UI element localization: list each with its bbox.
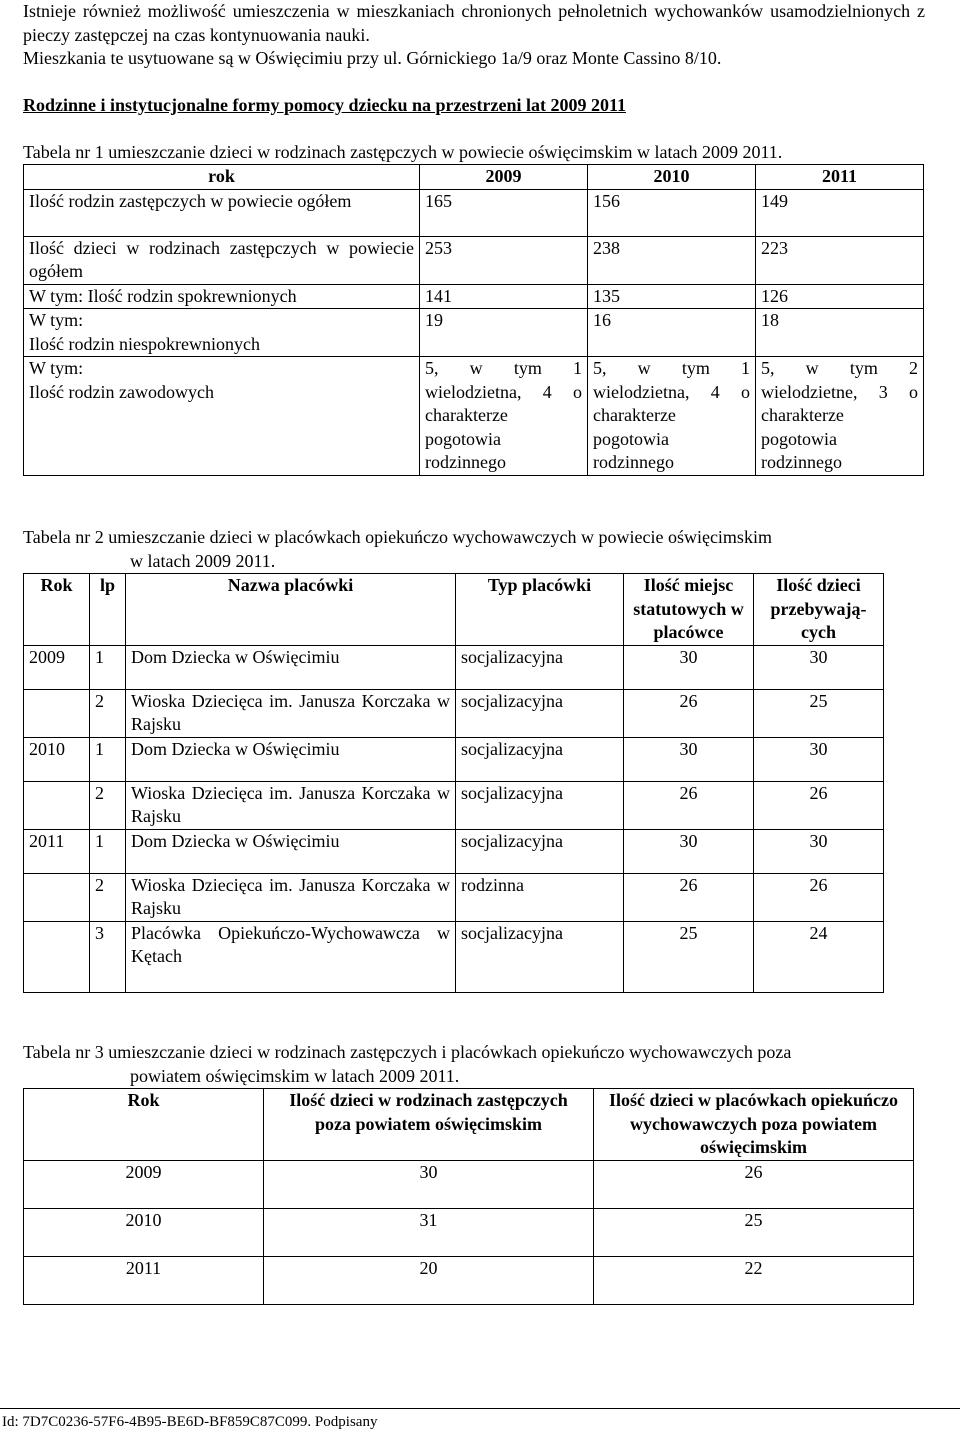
table1-caption: Tabela nr 1 umieszczanie dzieci w rodzinach zastępczych w powiecie oświęcimskim w latach 2009 2011. [23, 142, 783, 162]
table2-cell-places: 30 [624, 737, 754, 781]
table1 [23, 164, 924, 476]
table2-cell-name: Placówka Opiekuńczo-Wychowawcza w Kętach [126, 921, 456, 992]
table2-cell-name: Dom Dziecka w Oświęcimiu [126, 737, 456, 781]
table2-cell-kids: 24 [754, 921, 884, 992]
table2-cell-lp: 2 [90, 873, 126, 921]
table2-cell-places: 25 [624, 921, 754, 992]
table2-cell-year [24, 921, 90, 992]
table1-cell: 18 [756, 309, 924, 357]
table2-cell-year [24, 689, 90, 737]
table1-cell: 16 [588, 309, 756, 357]
table3-cell-year: 2009 [24, 1160, 264, 1208]
table3-cell-institutions: 26 [594, 1160, 914, 1208]
table1-row-label: W tym: Ilość rodzin niespokrewnionych [24, 309, 420, 357]
table2-cell-places: 26 [624, 781, 754, 829]
table2-cell-type: rodzinna [456, 873, 624, 921]
table1-row [24, 284, 924, 309]
table2-body [24, 645, 884, 992]
table2-cell-year: 2010 [24, 737, 90, 781]
table1-cell: 141 [420, 284, 588, 309]
table2 [23, 573, 884, 993]
table2-cell-lp: 1 [90, 737, 126, 781]
document-id-footer: Id: 7D7C0236-57F6-4B95-BE6D-BF859C87C099. Podpisany [2, 1414, 378, 1430]
table1-body [24, 189, 924, 475]
table1-header-2009: 2009 [420, 165, 588, 190]
table2-cell-kids: 30 [754, 645, 884, 689]
table3-row [24, 1160, 914, 1208]
table2-cell-places: 30 [624, 645, 754, 689]
table1-header-2011: 2011 [756, 165, 924, 190]
table2-row [24, 645, 884, 689]
table1-row-label: Ilość rodzin zastępczych w powiecie ogółem [24, 189, 420, 236]
table2-cell-name: Dom Dziecka w Oświęcimiu [126, 829, 456, 873]
table2-cell-type: socjalizacyjna [456, 645, 624, 689]
table1-row [24, 309, 924, 357]
table2-cell-places: 26 [624, 873, 754, 921]
table3-body [24, 1160, 914, 1304]
table2-cell-places: 30 [624, 829, 754, 873]
table1-cell: 253 [420, 236, 588, 284]
table1-cell: 19 [420, 309, 588, 357]
table2-cell-type: socjalizacyjna [456, 921, 624, 992]
table2-cell-year: 2011 [24, 829, 90, 873]
table3-cell-institutions: 22 [594, 1256, 914, 1304]
table1-cell: 135 [588, 284, 756, 309]
table3-cell-families: 30 [264, 1160, 594, 1208]
table3-header-institutions: Ilość dzieci w placówkach opiekuńczo wychowawczych poza powiatem oświęcimskim [594, 1089, 914, 1161]
table2-cell-type: socjalizacyjna [456, 781, 624, 829]
table1-cell: 5, w tym 1 wielodzietna, 4 o charakterze pogotowia rodzinnego [588, 357, 756, 476]
table2-row [24, 873, 884, 921]
table2-header-year: Rok [24, 574, 90, 646]
table1-row [24, 236, 924, 284]
table1-cell: 223 [756, 236, 924, 284]
intro-line-1: Istnieje również możliwość umieszczenia w mieszkaniach chronionych pełnoletnich wychowanków usamodzielnionych z pieczy zastępczej na czas kontynuowania nauki. [23, 1, 925, 45]
table2-row [24, 921, 884, 992]
table2-cell-year [24, 873, 90, 921]
table3-caption-line-1: Tabela nr 3 umieszczanie dzieci w rodzinach zastępczych i placówkach opiekuńczo wychowawczych poza [23, 1042, 792, 1062]
table2-cell-year: 2009 [24, 645, 90, 689]
table2-row [24, 829, 884, 873]
table2-cell-name: Wioska Dziecięca im. Janusza Korczaka w Rajsku [126, 689, 456, 737]
table3-header-families: Ilość dzieci w rodzinach zastępczych poza powiatem oświęcimskim [264, 1089, 594, 1161]
table2-cell-lp: 1 [90, 645, 126, 689]
intro-line-2: Mieszkania te usytuowane są w Oświęcimiu przy ul. Górnickiego 1a/9 oraz Monte Cassino 8/10. [23, 48, 722, 68]
table2-header-places: Ilość miejsc statutowych w placówce [624, 574, 754, 646]
table1-row [24, 357, 924, 476]
table2-cell-kids: 25 [754, 689, 884, 737]
table2-cell-type: socjalizacyjna [456, 829, 624, 873]
table3-caption [23, 1041, 925, 1088]
table2-cell-lp: 1 [90, 829, 126, 873]
table2-row [24, 737, 884, 781]
table3-header-year: Rok [24, 1089, 264, 1161]
table2-header-kids: Ilość dzieci przebywają-cych [754, 574, 884, 646]
table3-caption-line-2: powiatem oświęcimskim w latach 2009 2011. [130, 1065, 460, 1086]
table1-row-label: W tym: Ilość rodzin zawodowych [24, 357, 420, 476]
table2-caption [23, 526, 925, 573]
table2-cell-lp: 2 [90, 689, 126, 737]
table2-row [24, 781, 884, 829]
table2-cell-kids: 30 [754, 737, 884, 781]
table2-cell-kids: 26 [754, 873, 884, 921]
table1-cell: 165 [420, 189, 588, 236]
table1-cell: 156 [588, 189, 756, 236]
table1-cell: 126 [756, 284, 924, 309]
table3-cell-families: 20 [264, 1256, 594, 1304]
table2-header-type: Typ placówki [456, 574, 624, 646]
table3 [23, 1088, 914, 1305]
table2-cell-name: Wioska Dziecięca im. Janusza Korczaka w Rajsku [126, 873, 456, 921]
table2-cell-kids: 26 [754, 781, 884, 829]
table2-caption-line-1: Tabela nr 2 umieszczanie dzieci w placówkach opiekuńczo wychowawczych w powiecie oświęcimskim [23, 527, 772, 547]
table3-cell-families: 31 [264, 1208, 594, 1256]
table2-cell-lp: 3 [90, 921, 126, 992]
footer-divider [0, 1408, 960, 1409]
section-heading: Rodzinne i instytucjonalne formy pomocy dziecku na przestrzeni lat 2009 2011 [23, 95, 626, 115]
table3-row [24, 1208, 914, 1256]
table1-row [24, 189, 924, 236]
table3-cell-institutions: 25 [594, 1208, 914, 1256]
table1-cell: 238 [588, 236, 756, 284]
table3-cell-year: 2010 [24, 1208, 264, 1256]
table2-header-lp: lp [90, 574, 126, 646]
table1-cell: 5, w tym 2 wielodzietne, 3 o charakterze pogotowia rodzinnego [756, 357, 924, 476]
table2-cell-lp: 2 [90, 781, 126, 829]
table2-caption-line-2: w latach 2009 2011. [130, 550, 276, 571]
table2-row [24, 689, 884, 737]
table1-header-year: rok [24, 165, 420, 190]
table2-header-name: Nazwa placówki [126, 574, 456, 646]
table3-row [24, 1256, 914, 1304]
table2-cell-kids: 30 [754, 829, 884, 873]
table2-cell-name: Wioska Dziecięca im. Janusza Korczaka w Rajsku [126, 781, 456, 829]
table1-row-label: W tym: Ilość rodzin spokrewnionych [24, 284, 420, 309]
table2-cell-type: socjalizacyjna [456, 737, 624, 781]
table2-cell-places: 26 [624, 689, 754, 737]
table2-cell-type: socjalizacyjna [456, 689, 624, 737]
table3-cell-year: 2011 [24, 1256, 264, 1304]
table1-header-2010: 2010 [588, 165, 756, 190]
table1-row-label: Ilość dzieci w rodzinach zastępczych w powiecie ogółem [24, 236, 420, 284]
table1-cell: 149 [756, 189, 924, 236]
intro-paragraph [23, 0, 925, 71]
table2-cell-name: Dom Dziecka w Oświęcimiu [126, 645, 456, 689]
table2-cell-year [24, 781, 90, 829]
table1-cell: 5, w tym 1 wielodzietna, 4 o charakterze pogotowia rodzinnego [420, 357, 588, 476]
